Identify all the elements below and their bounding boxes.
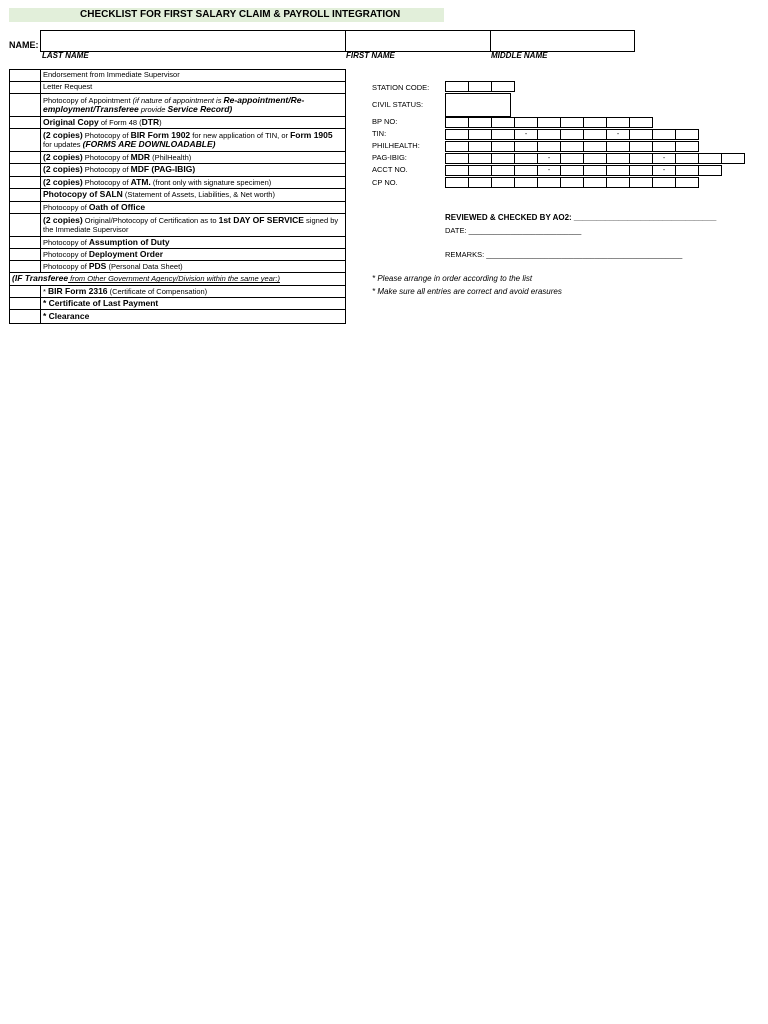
info-cells (445, 153, 745, 164)
checklist-item-text-part: Photocopy of (43, 237, 89, 247)
checklist-item-text-part: (Certificate of Compensation) (107, 286, 208, 296)
checklist-item-text-part: (Personal Data Sheet) (106, 261, 183, 271)
info-cell[interactable] (652, 141, 676, 152)
checklist-item-text-part: ATM. (130, 176, 151, 187)
checklist-item-text (43, 190, 275, 200)
info-cell[interactable] (537, 141, 561, 152)
info-cell[interactable] (491, 141, 515, 152)
info-cell[interactable] (606, 141, 630, 152)
info-cell[interactable] (537, 117, 561, 128)
info-label: TIN: (372, 129, 387, 138)
checklist-checkbox[interactable] (10, 129, 41, 151)
info-cell[interactable] (560, 129, 584, 140)
checklist-item-text-part: (2 copies) (43, 151, 83, 162)
info-cell[interactable] (514, 141, 538, 152)
info-cell[interactable] (606, 153, 630, 164)
info-cell[interactable] (537, 177, 561, 188)
info-cell[interactable] (675, 153, 699, 164)
checklist-item-text-part: of Form 48 ( (98, 117, 142, 127)
info-cell[interactable] (468, 153, 492, 164)
info-cell[interactable]: - (514, 129, 538, 140)
checklist-item-text-part: Form 1905 (290, 129, 333, 140)
info-cell[interactable] (675, 177, 699, 188)
info-cell[interactable] (629, 165, 653, 176)
checklist-checkbox[interactable] (10, 298, 41, 309)
info-cell[interactable] (583, 153, 607, 164)
checklist-item-text (12, 274, 280, 284)
checklist-item-text-part: (2 copies) (43, 215, 83, 225)
info-cell[interactable] (445, 153, 469, 164)
checklist-item-text-part: Oath of Office (88, 201, 146, 212)
info-cell[interactable] (468, 141, 492, 152)
checklist-item-text (43, 312, 89, 322)
checklist-item-text-part: (2 copies) (43, 176, 83, 187)
checklist-checkbox[interactable] (10, 189, 41, 201)
info-cell[interactable] (491, 129, 515, 140)
checklist-item-text (43, 287, 207, 297)
info-label: CIVIL STATUS: (372, 100, 424, 109)
info-cell[interactable] (560, 141, 584, 152)
checklist-checkbox[interactable] (10, 214, 41, 236)
checklist-item-text-part: (if nature of appointment is (132, 95, 224, 105)
checklist-item-text-part: Photocopy of SALN (43, 189, 123, 200)
checklist-row (9, 188, 346, 202)
info-cell[interactable] (514, 177, 538, 188)
info-cell[interactable] (652, 129, 676, 140)
info-cells (445, 129, 699, 140)
info-cell[interactable] (560, 177, 584, 188)
checklist-item-text-part: (Statement of Assets, Liabilities, & Net worth) (122, 190, 275, 200)
info-cell[interactable] (675, 141, 699, 152)
checklist-checkbox[interactable] (10, 152, 41, 163)
checklist-item-text-part: (2 copies) (43, 129, 83, 140)
checklist-item-text-part: PDS (88, 260, 107, 271)
info-cell[interactable]: - (652, 165, 676, 176)
checklist-item-text-part: for new application of TIN, or (190, 130, 291, 140)
info-cell[interactable]: - (537, 165, 561, 176)
checklist-checkbox[interactable] (10, 94, 41, 116)
checklist-item-text (43, 118, 162, 128)
checklist-item-text (43, 262, 183, 272)
info-cell[interactable] (445, 93, 511, 117)
info-cell[interactable] (445, 117, 469, 128)
checklist-item-text-part: Endorsement from Immediate Supervisor (43, 70, 180, 80)
page-title: CHECKLIST FOR FIRST SALARY CLAIM & PAYROLL INTEGRATION (80, 9, 401, 20)
info-cell[interactable] (445, 81, 469, 92)
info-cells (445, 81, 515, 92)
info-cell[interactable] (514, 165, 538, 176)
checklist-row (9, 272, 346, 286)
info-cells (445, 93, 511, 117)
info-cell[interactable] (468, 177, 492, 188)
info-cell[interactable] (583, 165, 607, 176)
info-cells (445, 117, 653, 128)
info-cell[interactable] (583, 177, 607, 188)
info-cell[interactable] (698, 153, 722, 164)
info-cell[interactable] (468, 165, 492, 176)
info-cell[interactable] (468, 81, 492, 92)
checklist-item-text-part: MDR (130, 151, 150, 162)
info-cell[interactable] (537, 129, 561, 140)
info-cell[interactable] (560, 165, 584, 176)
checklist-item-text-part: BIR Form 1902 (130, 129, 191, 140)
checklist-item-text-part: * Certificate of Last Payment (43, 297, 159, 308)
checklist-checkbox[interactable] (10, 177, 41, 188)
checklist-item-text-part: (2 copies) (43, 164, 83, 175)
checklist-row (9, 163, 346, 177)
checklist-item-text (43, 165, 195, 175)
checklist-checkbox[interactable] (10, 261, 41, 272)
info-cell[interactable] (445, 165, 469, 176)
checklist-item-text-part: (PhilHealth) (150, 152, 192, 162)
checklist-item-text (43, 203, 145, 213)
checklist-checkbox[interactable] (10, 164, 41, 176)
info-cell[interactable] (606, 177, 630, 188)
checklist-checkbox[interactable] (10, 202, 41, 213)
checklist-item-text-part: * Clearance (43, 310, 90, 321)
checklist-checkbox[interactable] (10, 70, 41, 81)
checklist-item-text-part: MDF (PAG-IBIG) (130, 164, 196, 175)
checklist-item-text (43, 96, 343, 115)
info-label: STATION CODE: (372, 83, 430, 92)
remarks-label: REMARKS: _______________________________________________ (445, 250, 683, 259)
checklist-item-text-part: DTR (141, 116, 160, 127)
info-cell[interactable] (514, 117, 538, 128)
info-cell[interactable] (560, 153, 584, 164)
info-cell[interactable] (468, 117, 492, 128)
first-name-field[interactable] (345, 30, 491, 52)
info-cell[interactable] (606, 117, 630, 128)
checklist-item-text-part: for updates (43, 140, 83, 149)
checklist-item-text (43, 71, 180, 80)
checklist-item-text-part: Photocopy of (82, 152, 131, 162)
note-entries: * Make sure all entries are correct and avoid erasures (372, 287, 562, 296)
info-cell[interactable]: - (537, 153, 561, 164)
middle-name-label: MIDDLE NAME (491, 51, 548, 60)
date-label: DATE: ___________________________ (445, 226, 582, 235)
info-cell[interactable] (583, 129, 607, 140)
info-cell[interactable] (560, 117, 584, 128)
info-cell[interactable] (491, 165, 515, 176)
checklist-item-text-part: Original Copy (43, 116, 99, 127)
checklist-item-text (43, 299, 158, 309)
checklist-item-text-part: Photocopy of (82, 165, 131, 175)
info-label: PHILHEALTH: (372, 141, 420, 150)
info-cell[interactable] (468, 129, 492, 140)
info-cell[interactable] (491, 81, 515, 92)
checklist-item-text-part: Original/Photocopy of Certification as to (82, 216, 219, 225)
checklist-item-text-part: Photocopy of (82, 177, 131, 187)
info-cell[interactable] (629, 141, 653, 152)
checklist-item-text-part: BIR Form 2316 (48, 285, 108, 296)
checklist-checkbox[interactable] (10, 117, 41, 128)
note-arrange: * Please arrange in order according to the list (372, 274, 533, 283)
info-cell[interactable] (721, 153, 745, 164)
info-cell[interactable] (675, 165, 699, 176)
info-label: PAG-IBIG: (372, 153, 407, 162)
checklist-item-text (43, 216, 343, 234)
checklist-item-text-part: from Other Government Agency/Division within the same year:) (68, 274, 280, 284)
info-cell[interactable] (491, 177, 515, 188)
info-label: CP NO. (372, 178, 398, 187)
checklist-row (9, 93, 346, 117)
info-cell[interactable] (629, 129, 653, 140)
middle-name-field[interactable] (490, 30, 635, 52)
info-cell[interactable] (445, 177, 469, 188)
info-cells (445, 177, 699, 188)
checklist-item-text-part: Photocopy of (43, 249, 89, 259)
checklist-item-text-part: * (43, 286, 49, 296)
info-label: BP NO: (372, 117, 398, 126)
info-cell[interactable] (445, 129, 469, 140)
checklist-row (9, 213, 346, 237)
checklist-checkbox[interactable] (10, 310, 41, 323)
checklist-item-text-part: Letter Request (43, 82, 93, 92)
info-cell[interactable]: - (606, 129, 630, 140)
info-cell[interactable] (514, 153, 538, 164)
name-label: NAME: (9, 40, 39, 50)
checklist-item-text (43, 153, 191, 163)
info-cells (445, 141, 699, 152)
info-cell[interactable] (629, 177, 653, 188)
checklist-item-text-part: Photocopy of (82, 130, 131, 140)
checklist-row (9, 128, 346, 152)
checklist-item-text-part: Deployment Order (88, 248, 164, 259)
checklist-item-text-part: Service Record) (167, 104, 233, 114)
checklist-item-text-part: provide (138, 105, 168, 114)
last-name-field[interactable] (40, 30, 346, 52)
info-label: ACCT NO. (372, 165, 408, 174)
info-cell[interactable] (583, 117, 607, 128)
checklist-item-text-part: Photocopy of Appointment (43, 95, 133, 105)
info-cell[interactable] (629, 153, 653, 164)
last-name-label: LAST NAME (42, 51, 89, 60)
checklist-checkbox[interactable] (10, 237, 41, 248)
checklist-checkbox[interactable] (10, 249, 41, 260)
info-cell[interactable] (629, 117, 653, 128)
checklist-item-text (43, 238, 170, 248)
checklist-item-text-part: ) (159, 117, 162, 127)
checklist-item-text-part: signed by the Immediate Supervisor (43, 216, 339, 234)
checklist-item-text-part: Re-appointment/Re-employment/Transferee (43, 94, 305, 114)
checklist-item-text-part: (FORMS ARE DOWNLOADABLE) (82, 139, 216, 149)
info-cell[interactable] (675, 129, 699, 140)
checklist-item-text-part: 1st DAY OF SERVICE (218, 215, 304, 225)
checklist-item-text-part: Photocopy of (43, 261, 89, 271)
info-cell[interactable]: - (652, 153, 676, 164)
checklist-item-text-part: (front only with signature specimen) (150, 177, 272, 187)
info-cell[interactable] (491, 153, 515, 164)
checklist-item-text (43, 83, 92, 92)
checklist-item-text-part: Photocopy of (43, 202, 89, 212)
info-cell[interactable] (698, 165, 722, 176)
checklist-item-text (43, 250, 163, 260)
info-cell[interactable] (583, 141, 607, 152)
checklist-item-text (43, 131, 343, 150)
checklist-checkbox[interactable] (10, 286, 41, 297)
info-cell[interactable] (652, 177, 676, 188)
checklist-item-text-part: Assumption of Duty (88, 236, 170, 247)
first-name-label: FIRST NAME (346, 51, 395, 60)
checklist-checkbox[interactable] (10, 82, 41, 93)
info-cells (445, 165, 722, 176)
checklist-item-text-part: (IF Transferee (12, 273, 69, 284)
info-cell[interactable] (606, 165, 630, 176)
checklist-row (9, 309, 346, 324)
info-cell[interactable] (491, 117, 515, 128)
info-cell[interactable] (445, 141, 469, 152)
review-label: REVIEWED & CHECKED BY AO2: ________________________________ (445, 213, 717, 222)
checklist-item-text (43, 178, 271, 188)
